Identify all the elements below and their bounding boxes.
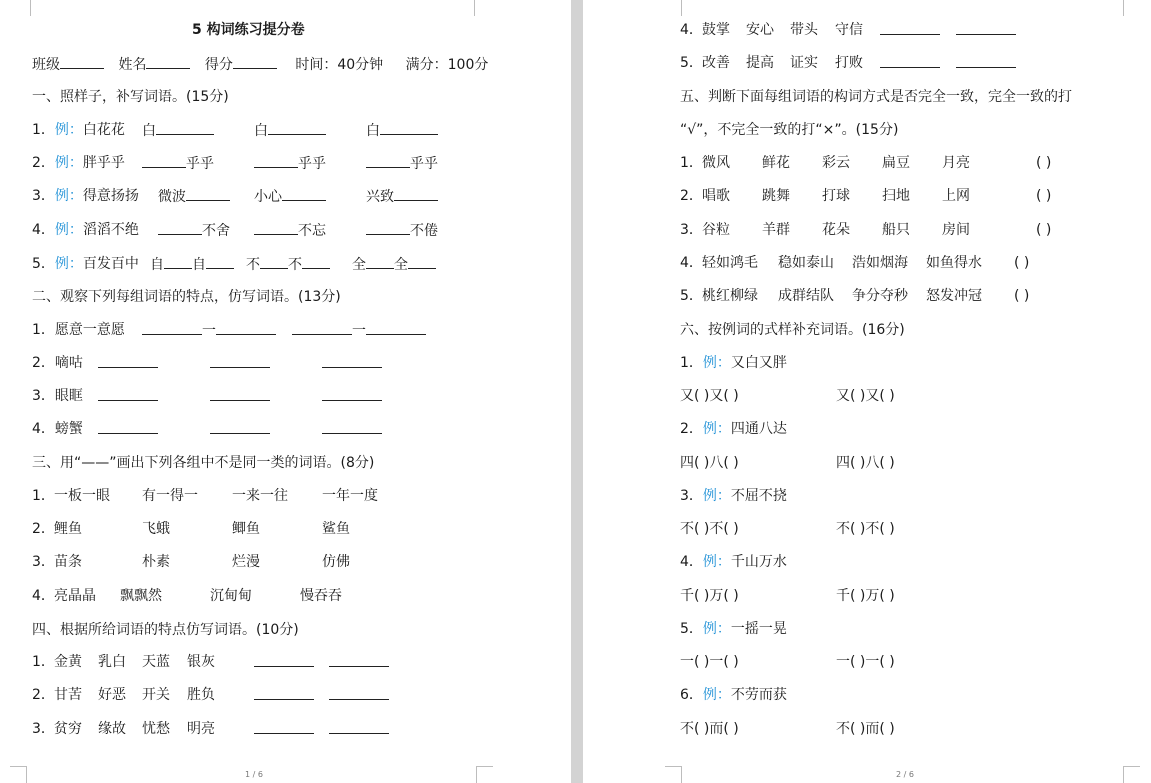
word: 带头 — [790, 22, 818, 38]
blank-line[interactable] — [98, 386, 158, 401]
s6-example-4 — [680, 552, 787, 572]
word: 甘苦 — [54, 687, 82, 703]
example-word: 螃蟹 — [54, 421, 83, 437]
word-option[interactable]: 鲫鱼 — [232, 521, 260, 537]
blank-line[interactable] — [210, 419, 270, 434]
row-number: 4． — [32, 222, 55, 238]
word: 唱歌 — [702, 188, 730, 204]
blank-item[interactable] — [366, 186, 438, 207]
word-option[interactable]: 鲨鱼 — [322, 521, 350, 537]
word-option[interactable]: 鲤鱼 — [54, 521, 82, 537]
fill-blank[interactable]: 一( )一( ) — [680, 654, 739, 670]
fill-blank[interactable]: 不( )而( ) — [680, 721, 739, 737]
blank-line[interactable] — [880, 20, 940, 35]
word-option[interactable]: 亮晶晶 — [54, 588, 96, 604]
example-label: 例： — [54, 256, 83, 272]
blank-line — [216, 320, 276, 335]
word: 守信 — [835, 22, 863, 38]
crop-mark — [10, 766, 27, 783]
blank-item[interactable] — [254, 153, 326, 174]
page-title: 5 构词练习提分卷 — [192, 22, 305, 38]
fill-blank[interactable]: 又( )又( ) — [836, 388, 895, 404]
prefix: 白 — [254, 123, 268, 139]
s2-row-1 — [32, 320, 366, 340]
blank-line — [158, 220, 202, 235]
word: 跳舞 — [762, 188, 790, 204]
s6-fill-3 — [680, 519, 895, 539]
suffix: 不忘 — [298, 223, 326, 239]
blank-line — [254, 220, 298, 235]
char: 自 — [192, 257, 206, 273]
example-word: 白花花 — [82, 122, 125, 138]
blank-line[interactable] — [322, 386, 382, 401]
row-number: 3． — [32, 721, 55, 737]
word: 证实 — [790, 55, 818, 71]
row-number: 3． — [32, 188, 55, 204]
crop-mark — [476, 766, 493, 783]
word-option[interactable]: 仿佛 — [322, 554, 350, 570]
s4-row-3 — [32, 719, 215, 739]
crop-mark — [1123, 0, 1140, 16]
word: 争分夺秒 — [852, 288, 908, 304]
word: 好恶 — [98, 687, 126, 703]
example-label: 例： — [54, 188, 83, 204]
blank-line[interactable] — [880, 53, 940, 68]
s4-row-5 — [680, 53, 863, 73]
blank-line — [366, 320, 426, 335]
blank-line[interactable] — [98, 419, 158, 434]
row-number: 1． — [32, 654, 55, 670]
s5-row-4 — [680, 253, 1030, 273]
blank-item[interactable] — [254, 220, 326, 241]
s2-row-2 — [32, 353, 83, 373]
s5-row-3 — [680, 220, 1052, 240]
class-blank[interactable] — [60, 54, 104, 69]
row-number: 1． — [680, 155, 703, 171]
example-word: 得意扬扬 — [82, 188, 139, 204]
suffix: 不倦 — [410, 223, 438, 239]
example-label: 例： — [54, 222, 83, 238]
blank-line — [366, 220, 410, 235]
example-word: 愿意一意愿 — [54, 322, 125, 338]
s5-row-5 — [680, 286, 1030, 306]
word: 鼓掌 — [702, 22, 730, 38]
blank-line[interactable] — [210, 353, 270, 368]
blank-item[interactable] — [246, 254, 330, 275]
blank-item[interactable] — [142, 120, 214, 141]
dash-char: 一 — [202, 323, 216, 339]
s6-example-6 — [680, 685, 787, 705]
row-number: 4． — [32, 588, 55, 604]
blank-line — [366, 254, 394, 269]
section-4-heading: 四、根据所给词语的特点仿写词语。(10分) — [32, 622, 299, 638]
blank-item[interactable] — [352, 254, 436, 275]
blank-line — [380, 120, 438, 135]
row-number: 2． — [32, 687, 55, 703]
example-word: 滔滔不绝 — [82, 222, 139, 238]
name-label: 姓名 — [118, 57, 147, 73]
score-label: 得分 — [204, 57, 233, 73]
row-number: 6． — [680, 687, 703, 703]
blank-item[interactable] — [366, 153, 438, 174]
blank-line — [186, 186, 230, 201]
blank-line — [292, 320, 352, 335]
word: 金黄 — [54, 654, 82, 670]
char: 不 — [288, 257, 302, 273]
answer-parens[interactable]: ( ) — [1014, 288, 1030, 304]
s6-example-2 — [680, 419, 787, 439]
row-number: 4． — [680, 554, 703, 570]
example-word: 不劳而获 — [730, 687, 787, 703]
char: 全 — [352, 257, 366, 273]
word: 船只 — [882, 222, 910, 238]
crop-mark — [1123, 766, 1140, 783]
row-number: 2． — [32, 521, 55, 537]
char: 全 — [394, 257, 408, 273]
dash-char: 一 — [352, 323, 366, 339]
s3-row-3 — [32, 552, 350, 572]
prefix: 兴致 — [366, 189, 394, 205]
answer-parens[interactable]: ( ) — [1036, 188, 1052, 204]
prefix: 小心 — [254, 189, 282, 205]
example-label: 例： — [702, 421, 731, 437]
blank-line[interactable] — [329, 652, 389, 667]
fill-blank[interactable]: 不( )而( ) — [836, 721, 895, 737]
example-word: 一摇一晃 — [730, 621, 787, 637]
row-number: 4． — [32, 421, 55, 437]
s1-row-1 — [32, 120, 380, 140]
section-3-heading: 三、用“——”画出下列各组中不是同一类的词语。(8分) — [32, 455, 375, 471]
section-5-heading: 五、判断下面每组词语的构词方式是否完全一致，完全一致的打 — [680, 89, 1072, 105]
word: 谷粒 — [702, 222, 730, 238]
s3-row-4 — [32, 586, 342, 606]
example-word: 不屈不挠 — [730, 488, 787, 504]
word: 稳如泰山 — [778, 255, 834, 271]
s4-row-2 — [32, 685, 215, 705]
crop-mark — [14, 0, 31, 16]
blank-line[interactable] — [322, 353, 382, 368]
s1-row-3 — [32, 186, 394, 206]
section-6-heading: 六、按例词的式样补充词语。(16分) — [680, 322, 905, 338]
example-word: 四通八达 — [730, 421, 787, 437]
blank-line — [268, 120, 326, 135]
row-number: 5． — [32, 256, 55, 272]
page-number: 2 / 6 — [896, 770, 914, 779]
word: 微风 — [702, 155, 730, 171]
example-word: 嘀咕 — [54, 355, 83, 371]
char: 不 — [246, 257, 260, 273]
page-gutter — [571, 0, 583, 783]
page-2 — [583, 0, 1151, 783]
row-number: 3． — [32, 554, 55, 570]
blank-line[interactable] — [254, 685, 314, 700]
s4-row-1 — [32, 652, 215, 672]
blank-item[interactable] — [142, 320, 276, 341]
prefix: 微波 — [158, 189, 186, 205]
answer-parens[interactable]: ( ) — [1014, 255, 1030, 271]
row-number: 4． — [680, 255, 703, 271]
word-option[interactable]: 朴素 — [142, 554, 170, 570]
blank-line[interactable] — [322, 419, 382, 434]
example-label: 例： — [54, 122, 83, 138]
s4-row-4 — [680, 20, 863, 40]
word: 彩云 — [822, 155, 850, 171]
char: 自 — [150, 257, 164, 273]
row-number: 4． — [680, 22, 703, 38]
fill-blank[interactable]: 千( )万( ) — [680, 588, 739, 604]
word: 羊群 — [762, 222, 790, 238]
row-number: 1． — [680, 355, 703, 371]
word: 鲜花 — [762, 155, 790, 171]
crop-mark — [665, 0, 682, 16]
row-number: 1． — [32, 322, 55, 338]
s6-fill-2 — [680, 453, 895, 473]
info-row — [32, 54, 488, 74]
row-number: 2． — [32, 355, 55, 371]
s6-example-1 — [680, 353, 787, 373]
word: 房间 — [942, 222, 970, 238]
word: 天蓝 — [142, 654, 170, 670]
blank-line — [142, 320, 202, 335]
word-option[interactable]: 一年一度 — [322, 488, 378, 504]
s2-row-3 — [32, 386, 83, 406]
word-option[interactable]: 慢吞吞 — [300, 588, 342, 604]
s6-fill-5 — [680, 652, 895, 672]
s5-row-1 — [680, 153, 1052, 173]
blank-item[interactable] — [292, 320, 426, 341]
blank-line — [366, 153, 410, 168]
blank-line — [302, 254, 330, 269]
crop-mark — [474, 0, 491, 16]
example-label: 例： — [702, 488, 731, 504]
fill-blank[interactable]: 一( )一( ) — [836, 654, 895, 670]
blank-line — [408, 254, 436, 269]
word: 胜负 — [187, 687, 215, 703]
suffix: 不舍 — [202, 223, 230, 239]
example-label: 例： — [702, 621, 731, 637]
word-option[interactable]: 飘飘然 — [120, 588, 162, 604]
blank-item[interactable] — [150, 254, 234, 275]
blank-item[interactable] — [366, 220, 438, 241]
example-label: 例： — [702, 687, 731, 703]
word: 打球 — [822, 188, 850, 204]
s2-row-4 — [32, 419, 83, 439]
blank-item[interactable] — [254, 186, 326, 207]
page-number: 1 / 6 — [245, 770, 263, 779]
word: 银灰 — [187, 654, 215, 670]
blank-line[interactable] — [98, 353, 158, 368]
word: 扁豆 — [882, 155, 910, 171]
example-label: 例： — [702, 554, 731, 570]
suffix: 乎乎 — [298, 156, 326, 172]
blank-line — [206, 254, 234, 269]
blank-item[interactable] — [158, 186, 230, 207]
example-word: 千山万水 — [730, 554, 787, 570]
blank-line[interactable] — [254, 652, 314, 667]
s5-row-2 — [680, 186, 1052, 206]
word-option[interactable]: 飞蛾 — [142, 521, 170, 537]
word: 改善 — [702, 55, 730, 71]
word-option[interactable]: 沉甸甸 — [210, 588, 252, 604]
s6-fill-6 — [680, 719, 895, 739]
word: 浩如烟海 — [852, 255, 908, 271]
name-blank[interactable] — [146, 54, 190, 69]
word: 月亮 — [942, 155, 970, 171]
full-score-text: 满分：100分 — [405, 57, 489, 73]
time-text: 时间：40分钟 — [295, 57, 384, 73]
blank-line — [260, 254, 288, 269]
blank-line — [282, 186, 326, 201]
prefix: 白 — [366, 123, 380, 139]
blank-line — [254, 153, 298, 168]
crop-mark — [665, 766, 682, 783]
s3-row-2 — [32, 519, 350, 539]
word-option[interactable]: 烂漫 — [232, 554, 260, 570]
suffix: 乎乎 — [186, 156, 214, 172]
word: 成群结队 — [778, 288, 834, 304]
s6-example-3 — [680, 486, 787, 506]
example-word: 百发百中 — [82, 256, 139, 272]
row-number: 3． — [32, 388, 55, 404]
answer-parens[interactable]: ( ) — [1036, 222, 1052, 238]
answer-parens[interactable]: ( ) — [1036, 155, 1052, 171]
example-word: 胖乎乎 — [82, 155, 125, 171]
class-label: 班级 — [32, 57, 60, 73]
blank-item[interactable] — [254, 120, 326, 141]
word: 桃红柳绿 — [702, 288, 758, 304]
s1-row-5 — [32, 254, 408, 274]
row-number: 1． — [32, 488, 55, 504]
word-option[interactable]: 一板一眼 — [54, 488, 110, 504]
word: 安心 — [746, 22, 774, 38]
blank-item[interactable] — [366, 120, 438, 141]
example-word: 又白又胖 — [730, 355, 787, 371]
blank-line[interactable] — [254, 719, 314, 734]
word-option[interactable]: 一来一往 — [232, 488, 288, 504]
page-1 — [0, 0, 571, 783]
word: 开关 — [142, 687, 170, 703]
word-option[interactable]: 有一得一 — [142, 488, 198, 504]
row-number: 5． — [680, 621, 703, 637]
row-number: 1． — [32, 122, 55, 138]
word: 缘故 — [98, 721, 126, 737]
blank-line — [156, 120, 214, 135]
row-number: 2． — [680, 188, 703, 204]
row-number: 3． — [680, 488, 703, 504]
example-label: 例： — [702, 355, 731, 371]
word: 明亮 — [187, 721, 215, 737]
s1-row-2 — [32, 153, 438, 173]
blank-line[interactable] — [956, 20, 1016, 35]
word: 轻如鸿毛 — [702, 255, 758, 271]
word: 扫地 — [882, 188, 910, 204]
suffix: 乎乎 — [410, 156, 438, 172]
s6-example-5 — [680, 619, 787, 639]
word: 乳白 — [98, 654, 126, 670]
s1-row-4 — [32, 220, 438, 240]
example-word: 眼眶 — [54, 388, 83, 404]
word-option[interactable]: 苗条 — [54, 554, 82, 570]
score-blank[interactable] — [233, 54, 277, 69]
section-5-heading-cont: “√”，不完全一致的打“×”。(15分) — [680, 122, 899, 138]
word: 贫穷 — [54, 721, 82, 737]
example-label: 例： — [54, 155, 83, 171]
word: 如鱼得水 — [926, 255, 982, 271]
blank-line — [394, 186, 438, 201]
blank-line — [164, 254, 192, 269]
blank-item[interactable] — [142, 153, 214, 174]
prefix: 白 — [142, 123, 156, 139]
word: 打败 — [835, 55, 863, 71]
blank-line[interactable] — [956, 53, 1016, 68]
word: 忧愁 — [142, 721, 170, 737]
word: 花朵 — [822, 222, 850, 238]
section-2-heading: 二、观察下列每组词语的特点，仿写词语。(13分) — [32, 289, 341, 305]
fill-blank[interactable]: 又( )又( ) — [680, 388, 739, 404]
blank-item[interactable] — [158, 220, 230, 241]
word: 怒发冲冠 — [926, 288, 982, 304]
fill-blank[interactable]: 千( )万( ) — [836, 588, 895, 604]
word: 提高 — [746, 55, 774, 71]
s3-row-1 — [32, 486, 378, 506]
s6-fill-4 — [680, 586, 895, 606]
word: 上网 — [942, 188, 970, 204]
blank-line — [142, 153, 186, 168]
row-number: 5． — [680, 55, 703, 71]
row-number: 3． — [680, 222, 703, 238]
row-number: 2． — [32, 155, 55, 171]
row-number: 5． — [680, 288, 703, 304]
blank-line[interactable] — [329, 685, 389, 700]
section-1-heading: 一、照样子，补写词语。(15分) — [32, 89, 229, 105]
fill-blank[interactable]: 四( )八( ) — [680, 455, 739, 471]
s6-fill-1 — [680, 386, 895, 406]
row-number: 2． — [680, 421, 703, 437]
fill-blank[interactable]: 四( )八( ) — [836, 455, 895, 471]
fill-blank[interactable]: 不( )不( ) — [836, 521, 895, 537]
blank-line[interactable] — [329, 719, 389, 734]
fill-blank[interactable]: 不( )不( ) — [680, 521, 739, 537]
blank-line[interactable] — [210, 386, 270, 401]
